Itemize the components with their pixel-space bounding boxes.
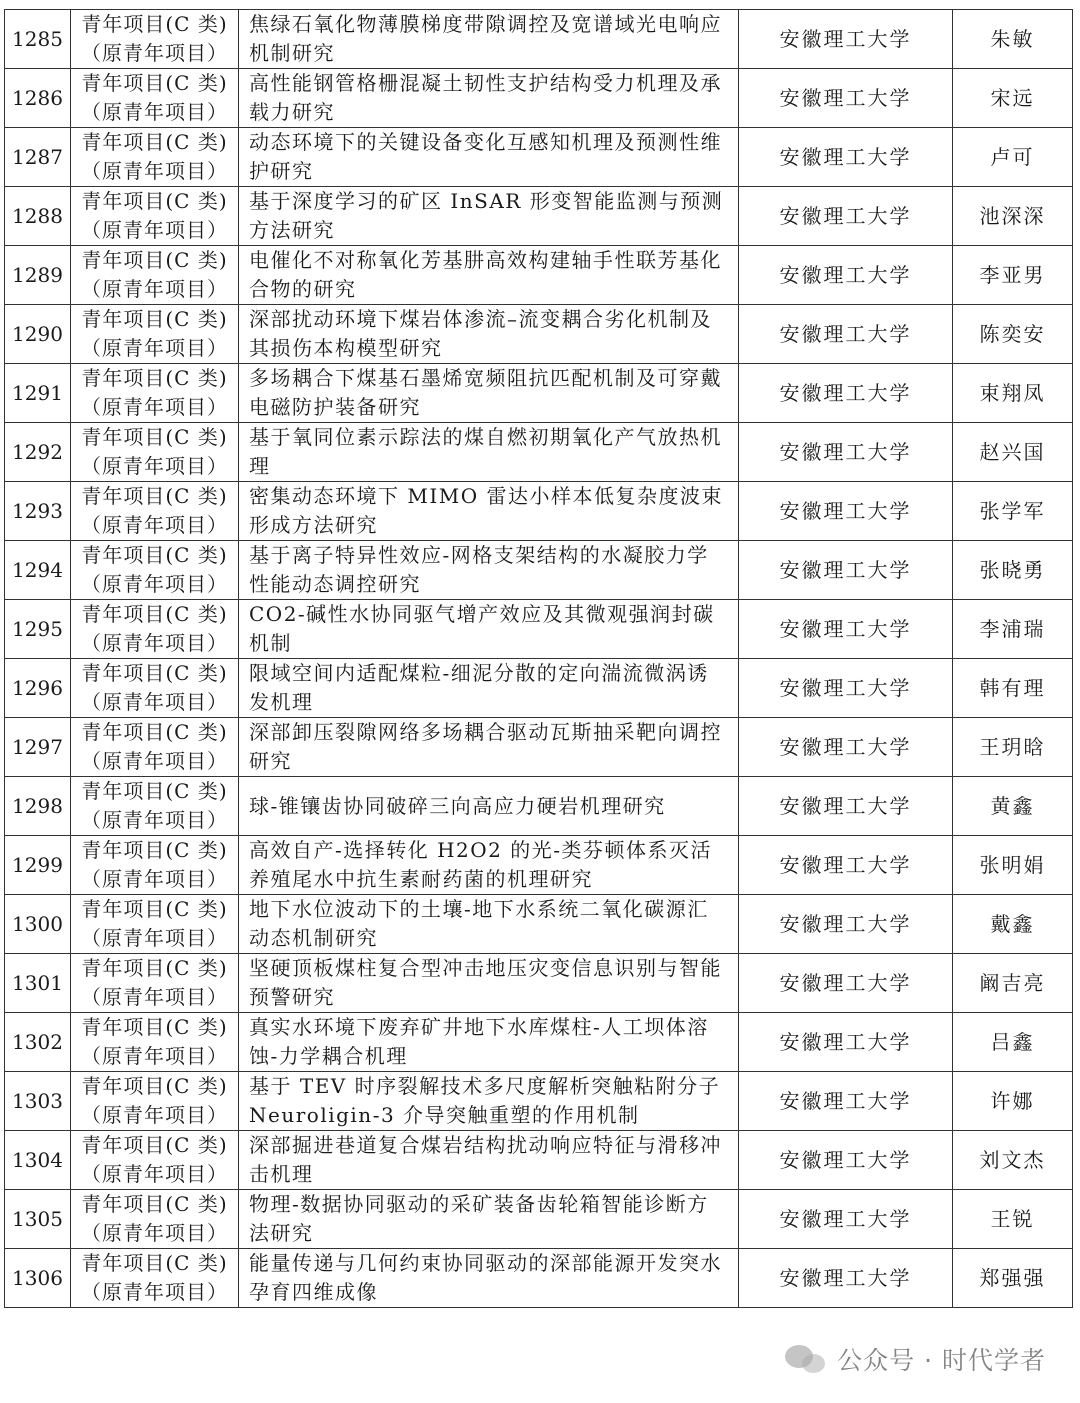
institution: 安徽理工大学: [739, 1131, 953, 1190]
row-number: 1300: [5, 895, 71, 954]
category-line-1: 青年项目(C 类): [81, 661, 228, 685]
table-row: [5, 954, 1073, 1013]
category-line-2: （原青年项目）: [81, 395, 228, 419]
project-leader: 刘文杰: [953, 1131, 1073, 1190]
project-title: 球-锥镶齿协同破碎三向高应力硬岩机理研究: [239, 777, 739, 836]
project-leader: 阚吉亮: [953, 954, 1073, 1013]
category-line-1: 青年项目(C 类): [81, 366, 228, 390]
project-category: [71, 954, 239, 1013]
project-title: 基于 TEV 时序裂解技术多尺度解析突触粘附分子 Neuroligin-3 介导突触重塑的作用机制: [239, 1072, 739, 1131]
project-leader: 郑强强: [953, 1249, 1073, 1308]
project-category: [71, 10, 239, 69]
institution: 安徽理工大学: [739, 1249, 953, 1308]
project-title: 坚硬顶板煤柱复合型冲击地压灾变信息识别与智能预警研究: [239, 954, 739, 1013]
institution: 安徽理工大学: [739, 10, 953, 69]
project-category: [71, 364, 239, 423]
category-line-1: 青年项目(C 类): [81, 720, 228, 744]
project-category: [71, 718, 239, 777]
row-number: 1294: [5, 541, 71, 600]
project-title: 基于深度学习的矿区 InSAR 形变智能监测与预测方法研究: [239, 187, 739, 246]
project-leader: 李亚男: [953, 246, 1073, 305]
project-category: [71, 1072, 239, 1131]
category-line-2: （原青年项目）: [81, 41, 228, 65]
row-number: 1288: [5, 187, 71, 246]
row-number: 1287: [5, 128, 71, 187]
project-title: 能量传递与几何约束协同驱动的深部能源开发突水孕育四维成像: [239, 1249, 739, 1308]
institution: 安徽理工大学: [739, 69, 953, 128]
row-number: 1292: [5, 423, 71, 482]
table-body: [5, 10, 1073, 1308]
category-line-2: （原青年项目）: [81, 1280, 228, 1304]
category-line-1: 青年项目(C 类): [81, 425, 228, 449]
project-category: [71, 895, 239, 954]
project-category: [71, 1190, 239, 1249]
category-line-1: 青年项目(C 类): [81, 1251, 228, 1275]
project-category: [71, 600, 239, 659]
category-line-2: （原青年项目）: [81, 690, 228, 714]
category-line-1: 青年项目(C 类): [81, 779, 228, 803]
institution: 安徽理工大学: [739, 128, 953, 187]
row-number: 1302: [5, 1013, 71, 1072]
project-title: 高效自产-选择转化 H2O2 的光-类芬顿体系灭活养殖尾水中抗生素耐药菌的机理研究: [239, 836, 739, 895]
institution: 安徽理工大学: [739, 954, 953, 1013]
project-leader: 张明娟: [953, 836, 1073, 895]
table-row: [5, 1190, 1073, 1249]
table-row: [5, 246, 1073, 305]
institution: 安徽理工大学: [739, 482, 953, 541]
row-number: 1306: [5, 1249, 71, 1308]
category-line-2: （原青年项目）: [81, 1221, 228, 1245]
table-row: [5, 364, 1073, 423]
category-line-1: 青年项目(C 类): [81, 248, 228, 272]
row-number: 1289: [5, 246, 71, 305]
table-row: [5, 718, 1073, 777]
project-category: [71, 777, 239, 836]
category-line-1: 青年项目(C 类): [81, 897, 228, 921]
institution: 安徽理工大学: [739, 1013, 953, 1072]
project-leader: 张晓勇: [953, 541, 1073, 600]
project-title: 焦绿石氧化物薄膜梯度带隙调控及宽谱域光电响应机制研究: [239, 10, 739, 69]
category-line-1: 青年项目(C 类): [81, 543, 228, 567]
project-category: [71, 541, 239, 600]
table-row: [5, 777, 1073, 836]
category-line-2: （原青年项目）: [81, 159, 228, 183]
project-title: 真实水环境下废弃矿井地下水库煤柱-人工坝体溶蚀-力学耦合机理: [239, 1013, 739, 1072]
category-line-2: （原青年项目）: [81, 1103, 228, 1127]
project-category: [71, 482, 239, 541]
category-line-2: （原青年项目）: [81, 513, 228, 537]
project-title: 深部掘进巷道复合煤岩结构扰动响应特征与滑移冲击机理: [239, 1131, 739, 1190]
project-title: 基于氧同位素示踪法的煤自燃初期氧化产气放热机理: [239, 423, 739, 482]
table-row: [5, 1131, 1073, 1190]
category-line-2: （原青年项目）: [81, 277, 228, 301]
category-line-2: （原青年项目）: [81, 1044, 228, 1068]
category-line-1: 青年项目(C 类): [81, 602, 228, 626]
row-number: 1299: [5, 836, 71, 895]
category-line-2: （原青年项目）: [81, 336, 228, 360]
row-number: 1304: [5, 1131, 71, 1190]
category-line-1: 青年项目(C 类): [81, 1192, 228, 1216]
row-number: 1290: [5, 305, 71, 364]
institution: 安徽理工大学: [739, 423, 953, 482]
project-leader: 黄鑫: [953, 777, 1073, 836]
institution: 安徽理工大学: [739, 305, 953, 364]
table-row: [5, 1013, 1073, 1072]
project-title: 高性能钢管格栅混凝土韧性支护结构受力机理及承载力研究: [239, 69, 739, 128]
project-leader: 卢可: [953, 128, 1073, 187]
project-leader: 王锐: [953, 1190, 1073, 1249]
project-category: [71, 1249, 239, 1308]
project-title: 限域空间内适配煤粒-细泥分散的定向湍流微涡诱发机理: [239, 659, 739, 718]
project-leader: 王玥晗: [953, 718, 1073, 777]
project-category: [71, 305, 239, 364]
table-row: [5, 10, 1073, 69]
category-line-1: 青年项目(C 类): [81, 71, 228, 95]
project-leader: 朱敏: [953, 10, 1073, 69]
category-line-1: 青年项目(C 类): [81, 12, 228, 36]
project-title: 电催化不对称氧化芳基肼高效构建轴手性联芳基化合物的研究: [239, 246, 739, 305]
watermark-text: 公众号 · 时代学者: [837, 1346, 1046, 1375]
project-leader: 束翔凤: [953, 364, 1073, 423]
project-leader: 李浦瑞: [953, 600, 1073, 659]
category-line-2: （原青年项目）: [81, 631, 228, 655]
category-line-1: 青年项目(C 类): [81, 1133, 228, 1157]
category-line-2: （原青年项目）: [81, 808, 228, 832]
institution: 安徽理工大学: [739, 187, 953, 246]
project-title: 地下水位波动下的土壤-地下水系统二氧化碳源汇动态机制研究: [239, 895, 739, 954]
category-line-1: 青年项目(C 类): [81, 1015, 228, 1039]
project-category: [71, 659, 239, 718]
institution: 安徽理工大学: [739, 777, 953, 836]
institution: 安徽理工大学: [739, 600, 953, 659]
project-category: [71, 69, 239, 128]
row-number: 1297: [5, 718, 71, 777]
category-line-1: 青年项目(C 类): [81, 1074, 228, 1098]
institution: 安徽理工大学: [739, 659, 953, 718]
project-title: 多场耦合下煤基石墨烯宽频阻抗匹配机制及可穿戴电磁防护装备研究: [239, 364, 739, 423]
row-number: 1285: [5, 10, 71, 69]
table-row: [5, 895, 1073, 954]
category-line-1: 青年项目(C 类): [81, 838, 228, 862]
project-leader: 张学军: [953, 482, 1073, 541]
category-line-2: （原青年项目）: [81, 100, 228, 124]
wechat-icon: [785, 1343, 827, 1375]
category-line-1: 青年项目(C 类): [81, 307, 228, 331]
institution: 安徽理工大学: [739, 541, 953, 600]
project-leader: 吕鑫: [953, 1013, 1073, 1072]
table-row: [5, 1072, 1073, 1131]
institution: 安徽理工大学: [739, 895, 953, 954]
table-row: [5, 305, 1073, 364]
project-table: [4, 9, 1073, 1308]
table-row: [5, 836, 1073, 895]
category-line-1: 青年项目(C 类): [81, 484, 228, 508]
project-leader: 陈奕安: [953, 305, 1073, 364]
institution: 安徽理工大学: [739, 364, 953, 423]
project-leader: 戴鑫: [953, 895, 1073, 954]
row-number: 1298: [5, 777, 71, 836]
table-row: [5, 541, 1073, 600]
row-number: 1305: [5, 1190, 71, 1249]
institution: 安徽理工大学: [739, 1190, 953, 1249]
project-leader: 许娜: [953, 1072, 1073, 1131]
row-number: 1296: [5, 659, 71, 718]
table-row: [5, 128, 1073, 187]
watermark: [785, 1341, 1046, 1377]
row-number: 1303: [5, 1072, 71, 1131]
row-number: 1295: [5, 600, 71, 659]
category-line-2: （原青年项目）: [81, 218, 228, 242]
project-category: [71, 187, 239, 246]
row-number: 1291: [5, 364, 71, 423]
table-row: [5, 600, 1073, 659]
project-title: 物理-数据协同驱动的采矿装备齿轮箱智能诊断方法研究: [239, 1190, 739, 1249]
project-category: [71, 423, 239, 482]
institution: 安徽理工大学: [739, 246, 953, 305]
category-line-2: （原青年项目）: [81, 572, 228, 596]
category-line-2: （原青年项目）: [81, 867, 228, 891]
table-row: [5, 69, 1073, 128]
table-row: [5, 1249, 1073, 1308]
category-line-1: 青年项目(C 类): [81, 130, 228, 154]
project-title: 深部扰动环境下煤岩体渗流–流变耦合劣化机制及其损伤本构模型研究: [239, 305, 739, 364]
project-title: 密集动态环境下 MIMO 雷达小样本低复杂度波束形成方法研究: [239, 482, 739, 541]
project-category: [71, 1131, 239, 1190]
institution: 安徽理工大学: [739, 1072, 953, 1131]
project-title: 深部卸压裂隙网络多场耦合驱动瓦斯抽采靶向调控研究: [239, 718, 739, 777]
category-line-2: （原青年项目）: [81, 985, 228, 1009]
project-category: [71, 128, 239, 187]
institution: 安徽理工大学: [739, 836, 953, 895]
project-leader: 宋远: [953, 69, 1073, 128]
project-title: CO2-碱性水协同驱气增产效应及其微观强润封碳机制: [239, 600, 739, 659]
table-row: [5, 482, 1073, 541]
project-leader: 池深深: [953, 187, 1073, 246]
project-category: [71, 1013, 239, 1072]
row-number: 1301: [5, 954, 71, 1013]
category-line-1: 青年项目(C 类): [81, 189, 228, 213]
row-number: 1286: [5, 69, 71, 128]
project-category: [71, 836, 239, 895]
category-line-2: （原青年项目）: [81, 926, 228, 950]
category-line-2: （原青年项目）: [81, 1162, 228, 1186]
category-line-2: （原青年项目）: [81, 454, 228, 478]
table-row: [5, 423, 1073, 482]
project-title: 动态环境下的关键设备变化互感知机理及预测性维护研究: [239, 128, 739, 187]
project-leader: 韩有理: [953, 659, 1073, 718]
category-line-2: （原青年项目）: [81, 749, 228, 773]
category-line-1: 青年项目(C 类): [81, 956, 228, 980]
project-leader: 赵兴国: [953, 423, 1073, 482]
project-category: [71, 246, 239, 305]
table-row: [5, 187, 1073, 246]
institution: 安徽理工大学: [739, 718, 953, 777]
project-title: 基于离子特异性效应-网格支架结构的水凝胶力学性能动态调控研究: [239, 541, 739, 600]
table-row: [5, 659, 1073, 718]
row-number: 1293: [5, 482, 71, 541]
